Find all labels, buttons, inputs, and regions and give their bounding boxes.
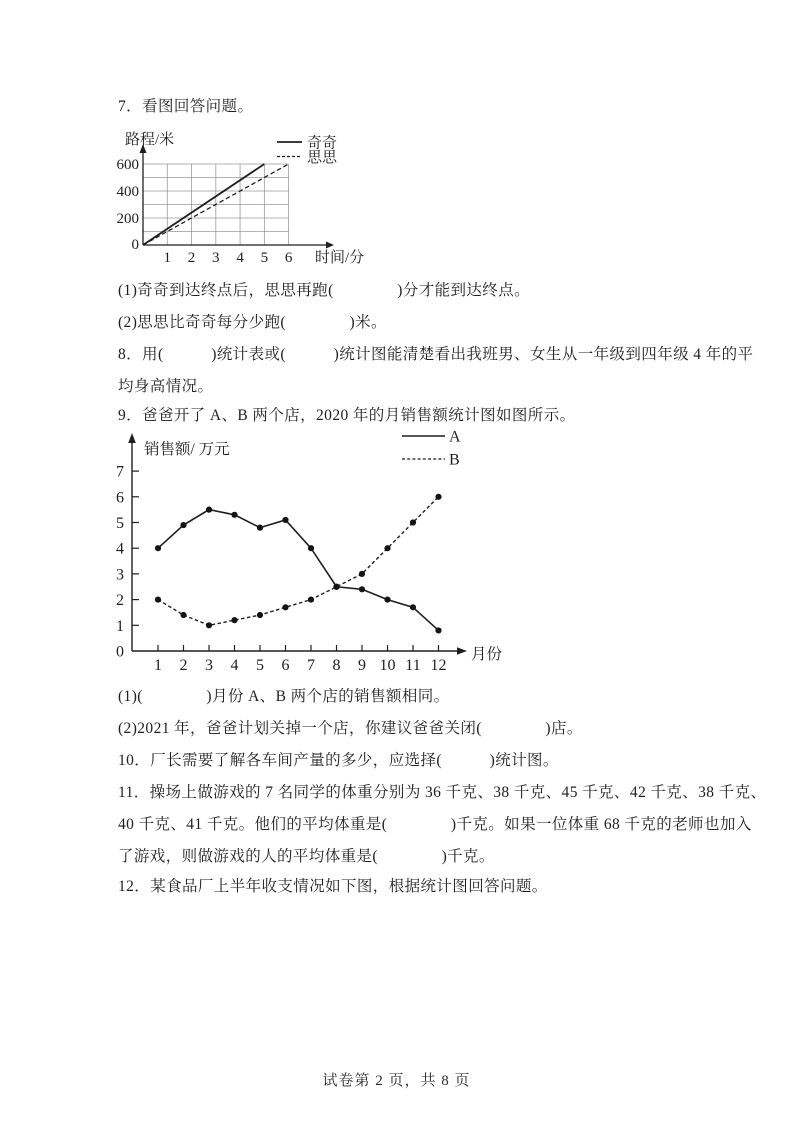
q7-xtick-2: 2 bbox=[187, 250, 196, 266]
q7-xtick-5: 5 bbox=[260, 250, 269, 266]
q9-xtick-11: 11 bbox=[405, 657, 421, 674]
q7-xtick-1: 1 bbox=[163, 250, 172, 266]
q9-series-B bbox=[158, 497, 439, 626]
question-9-blank-1: (1)( )月份 A、B 两个店的销售额相同。 bbox=[118, 688, 450, 705]
q9-series-A bbox=[158, 510, 439, 631]
q7-xlabel: 时间/分 bbox=[315, 250, 365, 266]
q9-legend-label-A: A bbox=[449, 428, 461, 446]
q7-xtick-6: 6 bbox=[284, 250, 293, 266]
q9-ytick-5: 5 bbox=[116, 515, 124, 532]
q9-ytick-7: 7 bbox=[116, 463, 124, 481]
question-10: 10．厂长需要了解各车间产量的多少，应选择( )统计图。 bbox=[118, 752, 559, 769]
q9-ytick-1: 1 bbox=[116, 617, 124, 635]
q9-ytick-0: 0 bbox=[116, 643, 124, 661]
q7-ylabel: 路程/米 bbox=[125, 132, 175, 148]
q9-markers-A bbox=[155, 507, 442, 634]
question-7-blank-1: (1)奇奇到达终点后，思思再跑( )分才能到达终点。 bbox=[118, 282, 530, 299]
question-8-line-2: 均身高情况。 bbox=[118, 378, 214, 395]
q9-ticks bbox=[132, 471, 439, 651]
q7-distance-time-chart bbox=[112, 131, 384, 273]
q7-legend bbox=[277, 135, 338, 167]
q9-ytick-2: 2 bbox=[116, 592, 124, 610]
q9-ytick-3: 3 bbox=[116, 566, 124, 584]
question-11-line-1: 11．操场上做游戏的 7 名同学的体重分别为 36 千克、38 千克、45 千克、42 千克、38 千克、 bbox=[118, 784, 767, 801]
q9-xtick-2: 2 bbox=[179, 657, 188, 674]
q9-legend bbox=[402, 429, 461, 469]
question-7-stem: 7．看图回答问题。 bbox=[118, 98, 254, 115]
q7-xaxis-arrow bbox=[326, 242, 334, 249]
q9-xtick-5: 5 bbox=[256, 657, 264, 674]
q9-monthly-sales-chart bbox=[108, 428, 508, 680]
question-11-line-2: 40 千克、41 千克。他们的平均体重是( )千克。如果一位体重 68 千克的老师也加入 bbox=[118, 816, 752, 833]
q7-legend-label-思思: 思思 bbox=[307, 150, 338, 166]
q9-legend-label-B: B bbox=[449, 451, 460, 469]
q9-xtick-12: 12 bbox=[430, 657, 447, 674]
q7-ytick-200: 200 bbox=[116, 211, 139, 227]
question-8-line-1: 8．用( )统计表或( )统计图能清楚看出我班男、女生从一年级到四年级 4 年的平 bbox=[118, 346, 754, 363]
q7-xtick-4: 4 bbox=[236, 250, 244, 266]
q9-xtick-3: 3 bbox=[205, 657, 213, 674]
q7-xtick-3: 3 bbox=[212, 250, 220, 266]
q9-xtick-10: 10 bbox=[379, 657, 396, 674]
q7-ytick-600: 600 bbox=[116, 157, 139, 173]
q9-xlabel: 月份 bbox=[471, 646, 503, 663]
q9-axes bbox=[132, 442, 459, 651]
q9-ytick-6: 6 bbox=[116, 489, 124, 507]
q9-xaxis-arrow bbox=[457, 647, 467, 655]
q9-xtick-8: 8 bbox=[332, 657, 341, 674]
question-7-blank-2: (2)思思比奇奇每分少跑( )米。 bbox=[118, 314, 387, 331]
question-9-blank-2: (2)2021 年，爸爸计划关掉一个店，你建议爸爸关闭( )店。 bbox=[118, 720, 583, 737]
q9-ytick-4: 4 bbox=[116, 540, 124, 558]
question-12-stem: 12．某食品厂上半年收支情况如下图，根据统计图回答问题。 bbox=[118, 878, 548, 895]
q7-ytick-0: 0 bbox=[131, 237, 139, 253]
q9-markers-B bbox=[155, 494, 442, 629]
q9-xtick-4: 4 bbox=[230, 657, 239, 674]
q9-xtick-1: 1 bbox=[154, 657, 162, 674]
question-11-line-3: 了游戏，则做游戏的人的平均体重是( )千克。 bbox=[118, 848, 495, 865]
q7-ytick-400: 400 bbox=[116, 184, 139, 200]
q9-xtick-9: 9 bbox=[358, 657, 366, 674]
page-footer: 试卷第 2 页，共 8 页 bbox=[322, 1073, 471, 1089]
q9-xtick-6: 6 bbox=[281, 657, 290, 674]
q9-ylabel: 销售额/ 万元 bbox=[144, 441, 230, 458]
q9-yaxis-arrow bbox=[128, 433, 136, 443]
question-9-stem: 9．爸爸开了 A、B 两个店，2020 年的月销售额统计图如图所示。 bbox=[118, 407, 576, 424]
q7-legend-label-奇奇: 奇奇 bbox=[307, 135, 338, 152]
q9-xtick-7: 7 bbox=[307, 657, 315, 674]
q7-axes bbox=[143, 151, 327, 245]
